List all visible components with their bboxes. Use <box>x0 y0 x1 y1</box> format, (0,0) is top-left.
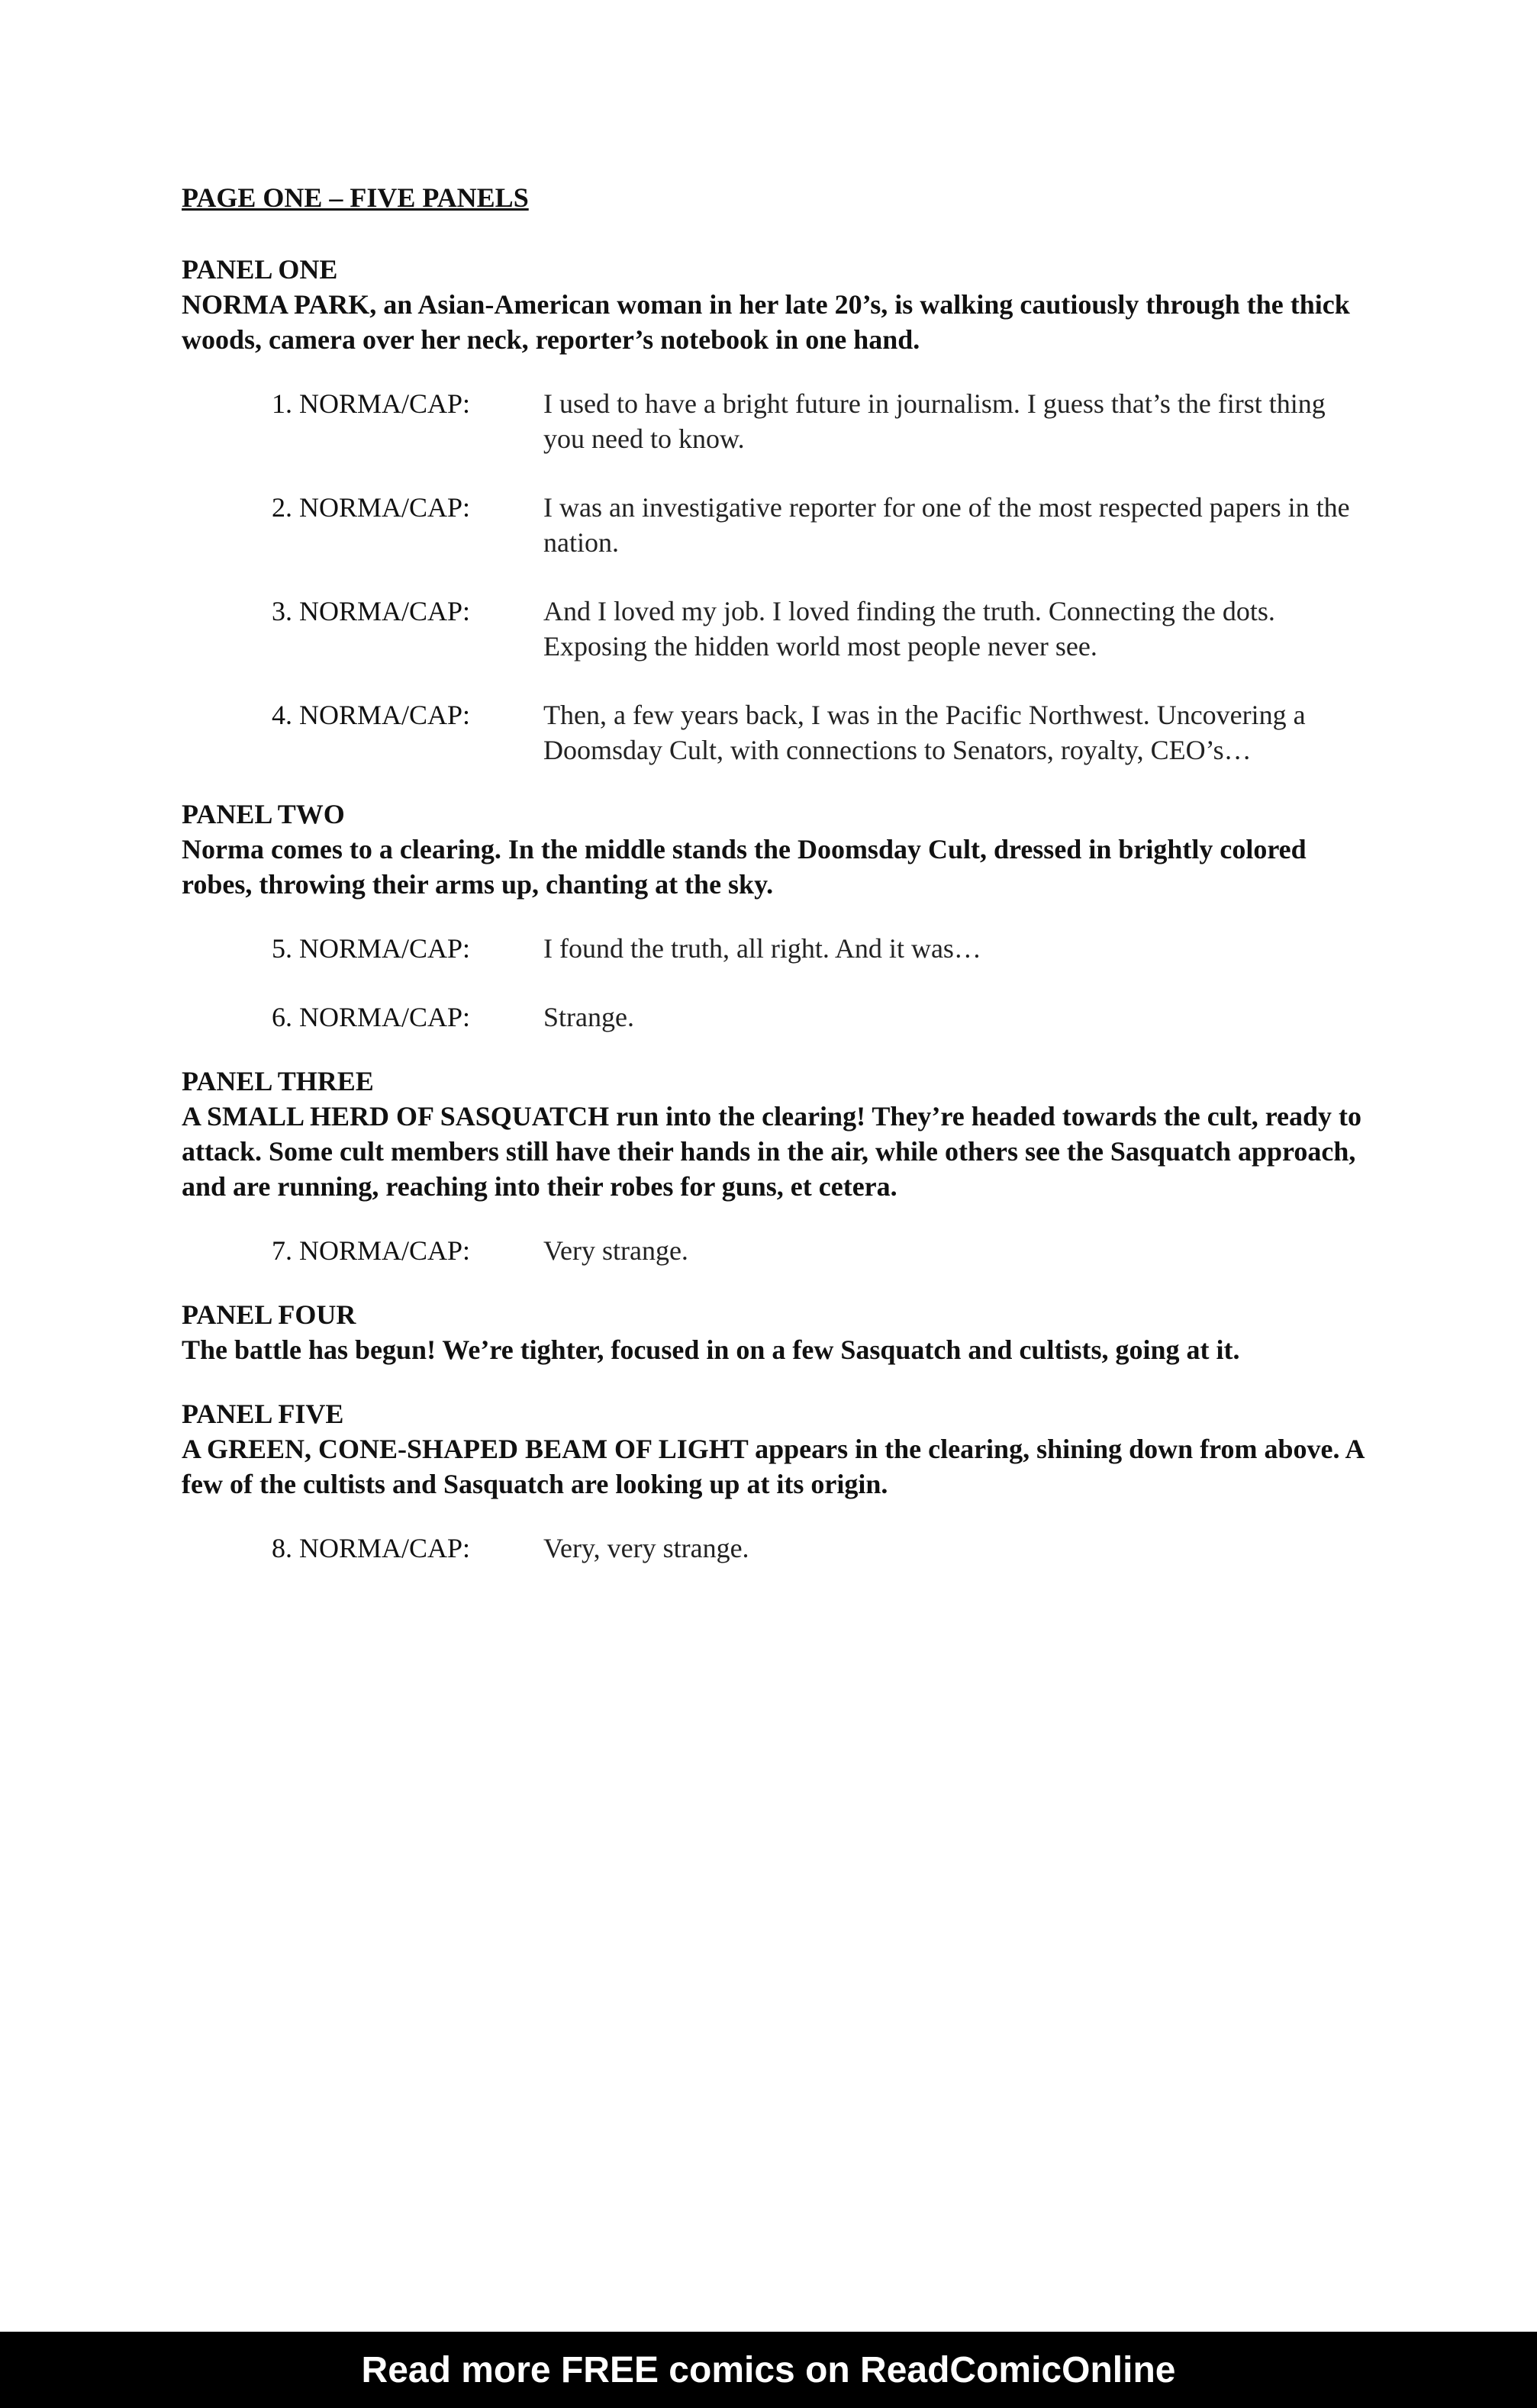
panel-section <box>182 797 1372 1035</box>
caption-list <box>182 1531 1372 1566</box>
caption-line <box>272 931 1372 966</box>
caption-text: Very, very strange. <box>543 1533 749 1563</box>
caption-line <box>272 490 1372 560</box>
caption-text: I was an investigative reporter for one of the most respected papers in the nation. <box>543 492 1350 558</box>
panel-section <box>182 1064 1372 1268</box>
panel-description: The battle has begun! We’re tighter, focused in on a few Sasquatch and cultists, going at it. <box>182 1334 1240 1365</box>
caption-speaker: 2. NORMA/CAP: <box>272 492 471 523</box>
caption-line <box>272 697 1372 768</box>
caption-text: Strange. <box>543 1002 634 1032</box>
panel-section <box>182 252 1372 768</box>
panel-list <box>182 252 1372 1566</box>
caption-text: I found the truth, all right. And it was… <box>543 933 981 964</box>
panel-title: PANEL TWO <box>182 799 345 829</box>
caption-text: I used to have a bright future in journalism. I guess that’s the first thing you need to know. <box>543 388 1326 454</box>
caption-text: Then, a few years back, I was in the Pacific Northwest. Uncovering a Doomsday Cult, with connections to Senators, royalty, CEO’s… <box>543 700 1306 765</box>
caption-speaker: 4. NORMA/CAP: <box>272 700 471 730</box>
script-content <box>182 180 1372 1595</box>
caption-line <box>272 386 1372 456</box>
panel-section <box>182 1396 1372 1566</box>
read-more-link[interactable]: Read more FREE comics on ReadComicOnline <box>361 2349 1176 2390</box>
panel-description: NORMA PARK, an Asian-American woman in her late 20’s, is walking cautiously through the thick woods, camera over her neck, reporter’s notebook in one hand. <box>182 289 1350 355</box>
caption-line <box>272 1531 1372 1566</box>
panel-title: PANEL ONE <box>182 254 338 285</box>
caption-text: Very strange. <box>543 1235 688 1266</box>
panel-description: A GREEN, CONE-SHAPED BEAM OF LIGHT appears in the clearing, shining down from above. A few of the cultists and Sasquatch are looking up at its origin. <box>182 1434 1364 1499</box>
caption-speaker: 8. NORMA/CAP: <box>272 1533 471 1563</box>
caption-speaker: 3. NORMA/CAP: <box>272 596 471 626</box>
panel-title: PANEL THREE <box>182 1066 374 1096</box>
caption-speaker: 1. NORMA/CAP: <box>272 388 471 419</box>
caption-speaker: 5. NORMA/CAP: <box>272 933 471 964</box>
caption-line <box>272 1233 1372 1268</box>
caption-list <box>182 1233 1372 1268</box>
caption-list <box>182 386 1372 768</box>
panel-section <box>182 1297 1372 1367</box>
panel-description: Norma comes to a clearing. In the middle stands the Doomsday Cult, dressed in brightly colored robes, throwing their arms up, chanting at the sky. <box>182 834 1307 900</box>
caption-list <box>182 931 1372 1035</box>
panel-title: PANEL FIVE <box>182 1399 344 1429</box>
caption-speaker: 6. NORMA/CAP: <box>272 1002 471 1032</box>
caption-line <box>272 1000 1372 1035</box>
panel-description: A SMALL HERD OF SASQUATCH run into the clearing! They’re headed towards the cult, ready to attack. Some cult members still have their hands in the air, while others see the Sasquatch approach, and are running, reaching into their robes for guns, et cetera. <box>182 1101 1362 1202</box>
footer-banner <box>0 2332 1537 2408</box>
page-heading: PAGE ONE – FIVE PANELS <box>182 182 529 213</box>
panel-title: PANEL FOUR <box>182 1299 356 1330</box>
caption-line <box>272 594 1372 664</box>
caption-speaker: 7. NORMA/CAP: <box>272 1235 471 1266</box>
caption-text: And I loved my job. I loved finding the truth. Connecting the dots. Exposing the hidden world most people never see. <box>543 596 1275 662</box>
